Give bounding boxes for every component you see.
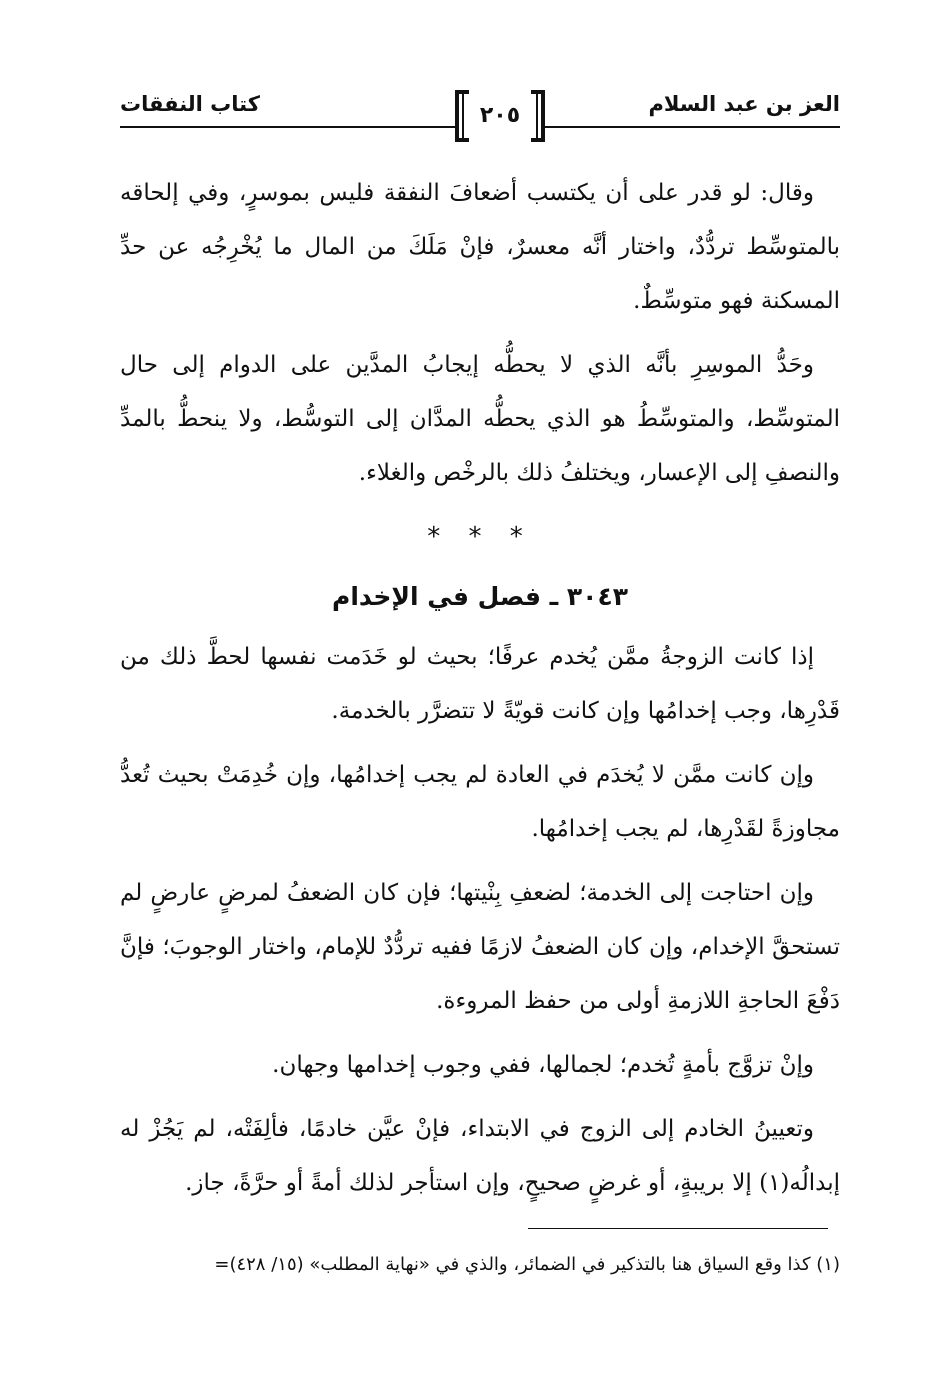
frame-cap (531, 138, 545, 142)
main-text (120, 166, 840, 1220)
page-number: ٢٠٥ (479, 103, 521, 128)
frame-cap (455, 90, 469, 94)
section-heading: ٣٠٤٣ ـ فصل في الإخدام (332, 582, 628, 611)
paragraph: وإنْ تزوَّج بأمةٍ تُخدم؛ لجمالها، ففي وجوب إخدامها وجهان. (272, 1052, 814, 1078)
running-header (120, 82, 840, 132)
paragraph: وإن احتاجت إلى الخدمة؛ لضعفِ بِنْيتها؛ فإن كان الضعفُ لمرضٍ عارضٍ لم تستحقَّ الإخدام، وإن كان الضعفُ لازمًا ففيه تردُّدٌ للإمام، واختار الوجوبَ؛ فإنَّ دَفْعَ الحاجةِ اللازمةِ أولى من حفظ المروءة. (120, 880, 840, 1014)
frame-cap (455, 138, 469, 142)
frame-cap (531, 90, 545, 94)
section-separator: * * * (427, 522, 533, 552)
page-number-frame (455, 90, 545, 142)
paragraph: وإن كانت ممَّن لا يُخدَم في العادة لم يجب إخدامُها، وإن خُدِمَتْ بحيث تُعدُّ مجاوزةً لقَدْرِها، لم يجب إخدامُها. (120, 762, 840, 842)
paragraph: وقال: لو قدر على أن يكتسب أضعافَ النفقة فليس بموسرٍ، وفي إلحاقه بالمتوسِّط تردُّدٌ، واختار أنَّه معسرٌ، فإنْ مَلَكَ من المال ما يُخْرِجُه عن حدِّ المسكنة فهو متوسِّطٌ. (120, 180, 840, 314)
author-name: العز بن عبد السلام (648, 92, 840, 116)
footnote: (١) كذا وقع السياق هنا بالتذكير في الضمائر، والذي في «نهاية المطلب» (١٥/ ٤٢٨)= (214, 1254, 840, 1275)
footnote-rule (528, 1228, 828, 1229)
paragraph: وتعيينُ الخادم إلى الزوج في الابتداء، فإنْ عيَّن خادمًا، فألِفَتْه، لم يَجُزْ له إبدالُه(١) إلا بريبةٍ، أو غرضٍ صحيحٍ، وإن استأجر لذلك أمةً أو حرَّةً، جاز. (120, 1116, 840, 1196)
paragraph: وحَدُّ الموسِرِ بأنَّه الذي لا يحطُّه إيجابُ المدَّين على الدوام إلى حال المتوسِّط، والمتوسِّطُ هو الذي يحطُّه المدَّان إلى التوسُّط، ولا ينحطُّ بالمدِّ والنصفِ إلى الإعسار، ويختلفُ ذلك بالرخْص والغلاء. (120, 352, 840, 486)
book-section-title: كتاب النفقات (120, 92, 260, 116)
paragraph: إذا كانت الزوجةُ ممَّن يُخدم عرفًا؛ بحيث لو خَدَمت نفسها لحطَّ ذلك من قَدْرِها، وجب إخدامُها وإن كانت قويّةً لا تتضرَّر بالخدمة. (120, 644, 840, 724)
